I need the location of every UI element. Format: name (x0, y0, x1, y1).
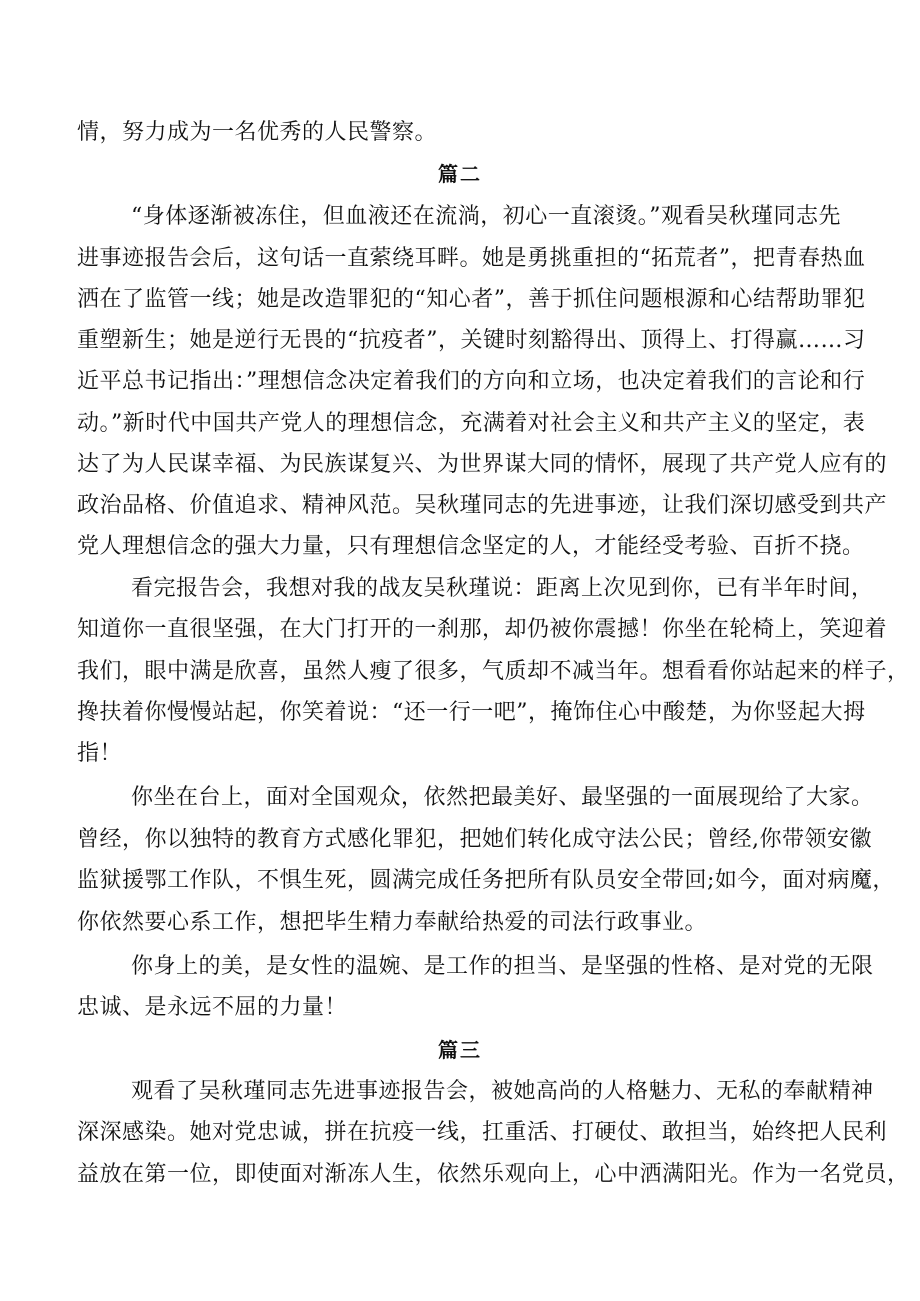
text-line: 我们，眼中满是欣喜，虽然人瘦了很多，气质却不减当年。想看看你站起来的样子， (77, 659, 910, 684)
text-line: 你坐在台上，面对全国观众，依然把最美好、最坚强的一面展现给了大家。 (131, 785, 874, 810)
text-line: 近平总书记指出：”理想信念决定着我们的方向和立场，也决定着我们的言论和行 (77, 369, 866, 394)
text-line: 党人理想信念的强大力量，只有理想信念坚定的人，才能经受考验、百折不挠。 (77, 534, 865, 559)
text-line: 进事迹报告会后，这句话一直萦绕耳畔。她是勇挑重担的“拓荒者”，把青春热血 (77, 246, 866, 271)
text-line: 监狱援鄂工作队，不惧生死，圆满完成任务把所有队员安全带回;如今，面对病魔， (77, 868, 895, 893)
text-line: 益放在第一位，即使面对渐冻人生，依然乐观向上，心中洒满阳光。作为一名党员， (77, 1162, 910, 1187)
text-line: 知道你一直很坚强，在大门打开的一刹那，却仍被你震撼！你坐在轮椅上，笑迎着 (77, 617, 888, 642)
text-line: 指！ (77, 741, 123, 766)
text-line: 政治品格、价值追求、精神风范。吴秋瑾同志的先进事迹，让我们深切感受到共产 (77, 493, 888, 518)
text-line: 曾经，你以独特的教育方式感化罪犯，把她们转化成守法公民；曾经,你带领安徽 (77, 827, 872, 852)
text-line: 达了为人民谋幸福、为民族谋复兴、为世界谋大同的情怀，展现了共产党人应有的 (77, 452, 888, 477)
text-line: 你依然要心系工作，想把毕生精力奉献给热爱的司法行政事业。 (77, 910, 708, 935)
text-line: 重塑新生；她是逆行无畏的“抗疫者”，关键时刻豁得出、顶得上、打得赢……习 (77, 328, 866, 353)
text-line: 看完报告会，我想对我的战友吴秋瑾说：距离上次见到你，已有半年时间， (131, 576, 874, 601)
text-line: 搀扶着你慢慢站起，你笑着说：“还一行一吧”，掩饰住心中酸楚，为你竖起大拇 (77, 700, 866, 725)
text-line: 你身上的美，是女性的温婉、是工作的担当、是坚强的性格、是对党的无限 (131, 954, 874, 979)
section-heading-2: 篇二 (438, 162, 482, 186)
text-line: 深深感染。她对党忠诚，拼在抗疫一线，扛重活、打硬仗、敢担当，始终把人民利 (77, 1120, 888, 1145)
text-line: 动。”新时代中国共产党人的理想信念，充满着对社会主义和共产主义的坚定，表 (77, 411, 866, 436)
text-line: 洒在了监管一线；她是改造罪犯的“知心者”，善于抓住问题根源和心结帮助罪犯 (77, 287, 866, 312)
text-line: 观看了吴秋瑾同志先进事迹报告会，被她高尚的人格魅力、无私的奉献精神 (131, 1079, 874, 1104)
text-line: 情，努力成为一名优秀的人民警察。 (77, 120, 438, 145)
section-heading-3: 篇三 (438, 1038, 482, 1062)
text-line: 忠诚、是永远不屈的力量！ (77, 995, 348, 1020)
text-line: “身体逐渐被冻住，但血液还在流淌，初心一直滚烫。”观看吴秋瑾同志先 (131, 204, 841, 229)
